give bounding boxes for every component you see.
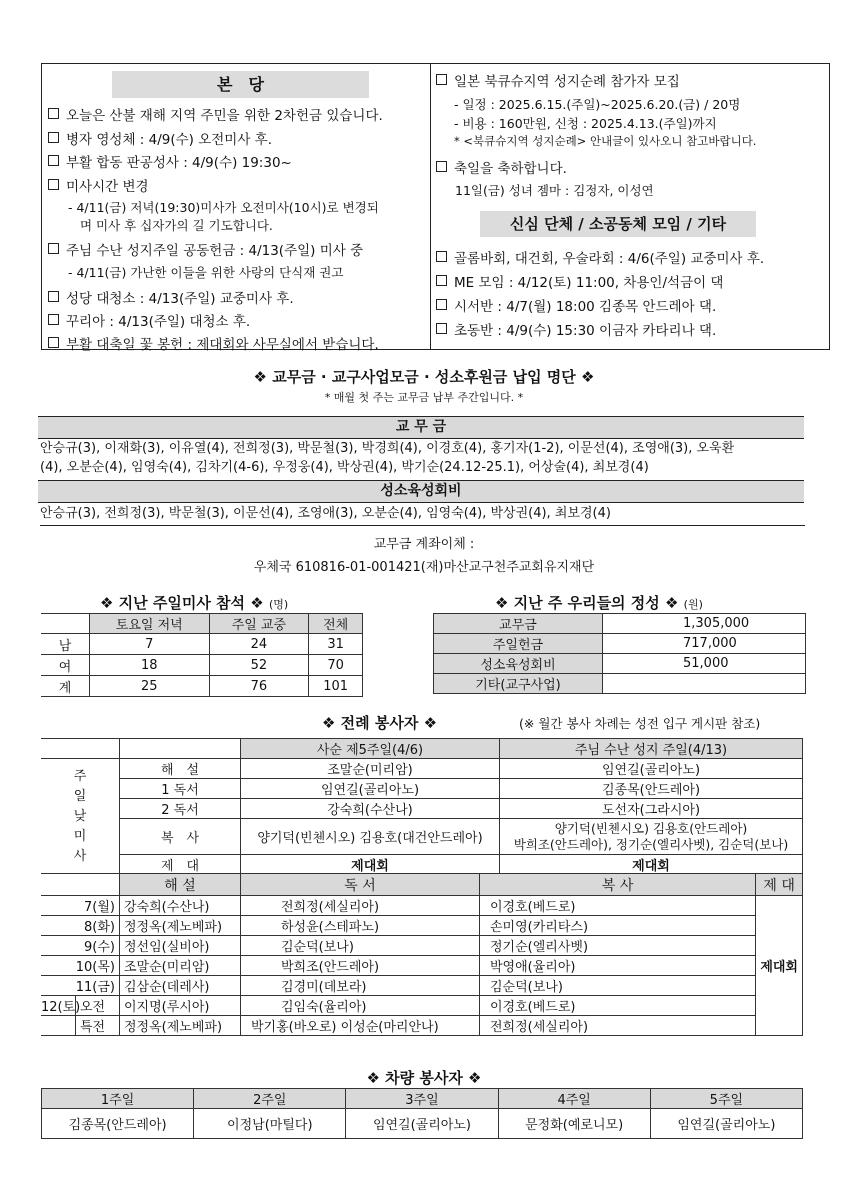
weekday-cell: 박영애(율리아) <box>480 956 756 976</box>
sunday-col-header: 주님 수난 성지 주일(4/13) <box>500 739 803 759</box>
sunday-cell: 김종목(안드레아) <box>500 779 803 799</box>
driver-week: 5주일 <box>650 1089 802 1109</box>
checkbox-icon <box>48 291 59 302</box>
weekday-col-header: 복 사 <box>480 874 756 896</box>
offering-label: 성소육성회비 <box>434 654 603 674</box>
attendance-header: 토요일 저녁 <box>90 614 210 634</box>
weekday-cell: 정정옥(제노베파) <box>120 916 241 936</box>
notice-curia: 꾸리아 : 4/13(주일) 대청소 후. <box>48 310 250 330</box>
weekday-cell: 하성윤(스테파노) <box>241 916 480 936</box>
drivers-heading: ❖ 차량 봉사자 ❖ <box>366 1069 482 1087</box>
sunday-cell: 임연길(골리아노) <box>241 779 500 799</box>
checkbox-icon <box>48 108 59 119</box>
notice-sick-communion: 병자 영성체 : 4/9(수) 오전미사 후. <box>48 128 272 148</box>
role-label: 제 대 <box>120 855 241 875</box>
weekday-cell: 정선임(실비아) <box>120 936 241 956</box>
weekday-day: 8(화) <box>41 916 120 936</box>
sunday-header-blank <box>120 739 241 759</box>
gyomu-title: 교 무 금 <box>38 416 804 439</box>
weekday-col-header: 해 설 <box>120 874 241 896</box>
weekday-cell: 정기순(엘리사벳) <box>480 936 756 956</box>
offering-value: 717,000 <box>603 634 806 654</box>
driver-name: 김종목(안드레아) <box>42 1109 194 1139</box>
checkbox-icon <box>436 299 447 310</box>
pilgrimage-cost: - 비용 : 160만원, 신청 : 2025.4.13.(주일)까지 <box>454 116 717 131</box>
attendance-cell: 7 <box>90 634 210 655</box>
weekday-cell: 박희조(안드레아) <box>241 956 480 976</box>
notice-confession: 부활 합동 판공성사 : 4/9(수) 19:30~ <box>48 151 292 171</box>
group-item-2: ME 모임 : 4/12(토) 11:00, 차용인/석금이 댁 <box>436 271 723 291</box>
payments-note: * 매월 첫 주는 교무금 납부 주간입니다. * <box>324 391 524 404</box>
offerings-heading: ❖ 지난 주 우리들의 정성 ❖ (원) <box>495 594 703 612</box>
weekday-day: 11(금) <box>41 976 120 996</box>
attendance-header: 전체 <box>309 614 363 634</box>
sunday-header-blank <box>41 739 120 759</box>
weekday-altar: 제대회 <box>756 896 803 1036</box>
checkbox-icon <box>48 132 59 143</box>
sunday-cell: 양기덕(빈첸시오) 김용호(안드레아) 박희조(안드레아), 정기순(엘리사벳), 김순덕(보나) <box>500 819 803 855</box>
notice-easter-flowers: 부활 대축일 꽃 봉헌 : 제대회와 사무실에서 받습니다. <box>48 333 379 353</box>
attendance-heading: ❖ 지난 주일미사 참석 ❖ (명) <box>100 594 289 612</box>
attendance-cell: 25 <box>90 676 210 697</box>
drivers-table <box>41 1088 803 1139</box>
sunday-cell: 제대회 <box>500 855 803 875</box>
sunday-cell: 도선자(그라시아) <box>500 799 803 819</box>
attendance-cell: 24 <box>209 634 309 655</box>
attendance-header: 주일 교중 <box>209 614 309 634</box>
weekday-cell: 조말순(미리암) <box>120 956 241 976</box>
offering-label: 교무금 <box>434 614 603 634</box>
weekday-cell: 김순덕(보나) <box>241 936 480 956</box>
weekday-cell: 이경호(베드로) <box>480 896 756 916</box>
attendance-cell: 70 <box>309 655 363 676</box>
sunday-cell: 양기덕(빈첸시오) 김용호(대건안드레아) <box>241 819 500 855</box>
notice-2nd-collection: 오늘은 산불 재해 지역 주민을 위한 2차헌금 있습니다. <box>48 104 383 124</box>
role-label: 2 독서 <box>120 799 241 819</box>
driver-week: 3주일 <box>346 1089 498 1109</box>
offering-value <box>603 674 806 694</box>
offerings-table <box>433 613 806 694</box>
attendance-cell: 76 <box>209 676 309 697</box>
weekday-col-header: 독 서 <box>241 874 480 896</box>
holy-sunday-detail: - 4/11(금) 가난한 이들을 위한 사랑의 단식재 권고 <box>68 265 344 280</box>
sunday-cell: 조말순(미리암) <box>241 759 500 779</box>
offering-value: 1,305,000 <box>603 614 806 634</box>
offering-label: 기타(교구사업) <box>434 674 603 694</box>
attendance-row-label: 남 <box>41 634 90 655</box>
driver-name: 문정화(예로니모) <box>498 1109 650 1139</box>
weekday-cell: 김임숙(율리아) <box>241 996 480 1016</box>
attendance-cell: 52 <box>209 655 309 676</box>
weekday-col-header: 제 대 <box>756 874 803 896</box>
weekday-header-blank <box>41 874 120 896</box>
vocation-title: 성소육성회비 <box>38 480 804 503</box>
role-label: 해 설 <box>120 759 241 779</box>
notice-cleaning: 성당 대청소 : 4/13(주일) 교중미사 후. <box>48 287 294 307</box>
pilgrimage-note: * <북큐슈지역 성지순례> 안내글이 있사오니 참고바랍니다. <box>454 134 757 148</box>
payments-heading: ❖ 교무금 · 교구사업모금 · 성소후원금 납입 명단 ❖ <box>253 368 595 386</box>
group-item-3: 시서반 : 4/7(월) 18:00 김종목 안드레아 댁. <box>436 295 716 315</box>
checkbox-icon <box>436 275 447 286</box>
weekday-day: 7(월) <box>41 896 120 916</box>
liturgy-note: (※ 월간 봉사 차례는 성전 입구 게시판 참조) <box>519 716 761 731</box>
notice-mass-change: 미사시간 변경 <box>48 175 149 195</box>
group-title: 신심 단체 / 소공동체 모임 / 기타 <box>480 211 756 237</box>
checkbox-icon <box>48 243 59 254</box>
vocation-divider <box>40 525 805 527</box>
sunday-liturgy-table <box>41 738 803 875</box>
role-label: 복 사 <box>120 819 241 855</box>
feast-detail: 11일(금) 성녀 젬마 : 김정자, 이성연 <box>455 183 654 198</box>
gyomu-names-line-2: (4), 오분순(4), 임영숙(4), 김차기(4-6), 우정웅(4), 박상권(4), 박기순(24.12-25.1), 어상술(4), 최보경(4) <box>40 460 649 475</box>
driver-week: 2주일 <box>194 1089 346 1109</box>
weekday-cell: 이지명(루시아) <box>120 996 241 1016</box>
attendance-cell: 101 <box>309 676 363 697</box>
notice-pilgrimage: 일본 북큐슈지역 성지순례 참가자 모집 <box>436 70 680 90</box>
attendance-row-label: 계 <box>41 676 90 697</box>
pilgrimage-date: - 일정 : 2025.6.15.(주일)~2025.6.20.(금) / 20명 <box>454 97 741 112</box>
driver-week: 4주일 <box>498 1089 650 1109</box>
weekday-day: 10(목) <box>41 956 120 976</box>
weekday-cell: 박기홍(바오로) 이성순(마리안나) <box>241 1016 480 1036</box>
weekday-cell: 김경미(데보라) <box>241 976 480 996</box>
attendance-row-label: 여 <box>41 655 90 676</box>
checkbox-icon <box>436 251 447 262</box>
attendance-cell: 18 <box>90 655 210 676</box>
group-item-4: 초동반 : 4/9(수) 15:30 이금자 카타리나 댁. <box>436 319 716 339</box>
vocation-names: 안승규(3), 전희정(3), 박문철(3), 이문선(4), 조영애(3), 오분순(4), 임영숙(4), 박상권(4), 최보경(4) <box>40 506 611 521</box>
notice-feast: 축일을 축하합니다. <box>436 157 567 177</box>
checkbox-icon <box>48 337 59 348</box>
liturgy-heading: ❖ 전례 봉사자 ❖ <box>322 714 438 732</box>
weekday-cell: 김삼순(데레사) <box>120 976 241 996</box>
offering-label: 주일헌금 <box>434 634 603 654</box>
mass-change-detail-1: - 4/11(금) 저녁(19:30)미사가 오전미사(10시)로 변경되 <box>68 200 379 215</box>
gyomu-names <box>40 439 805 477</box>
sunday-cell: 강숙희(수산나) <box>241 799 500 819</box>
weekday-cell: 손미영(카리타스) <box>480 916 756 936</box>
checkbox-icon <box>436 74 447 85</box>
mass-change-detail-2: 며 미사 후 십자가의 길 기도합니다. <box>80 218 273 233</box>
checkbox-icon <box>48 155 59 166</box>
attendance-header-blank <box>41 614 90 634</box>
checkbox-icon <box>436 161 447 172</box>
driver-name: 이정남(마틸다) <box>194 1109 346 1139</box>
weekday-cell: 정정옥(제노베파) <box>120 1016 241 1036</box>
checkbox-icon <box>436 323 447 334</box>
weekday-day: 특전 <box>41 1016 120 1036</box>
sunday-side-label: 주 일 낮 미 사 <box>41 759 120 875</box>
account-label: 교무금 계좌이체 : <box>373 537 475 552</box>
weekday-cell: 전희정(세실리아) <box>241 896 480 916</box>
account-number: 우체국 610816-01-001421(재)마산교구천주교회유지재단 <box>253 560 595 575</box>
weekday-cell: 이경호(베드로) <box>480 996 756 1016</box>
offering-value: 51,000 <box>603 654 806 674</box>
parish-title: 본 당 <box>112 71 369 98</box>
driver-name: 임연길(골리아노) <box>650 1109 802 1139</box>
weekday-cell: 전희정(세실리아) <box>480 1016 756 1036</box>
group-item-1: 골롬바회, 대건회, 우술라회 : 4/6(주일) 교중미사 후. <box>436 247 764 267</box>
weekday-day: 9(수) <box>41 936 120 956</box>
gyomu-names-line-1: 안승규(3), 이재화(3), 이유열(4), 전희정(3), 박문철(3), 박경희(4), 이경호(4), 홍기자(1-2), 이문선(4), 조영애(3), 오욱환 <box>40 441 735 456</box>
sunday-cell: 제대회 <box>241 855 500 875</box>
weekday-liturgy-table <box>41 873 803 1036</box>
notice-holy-sunday: 주님 수난 성지주일 공동헌금 : 4/13(주일) 미사 중 <box>48 239 363 259</box>
weekday-cell: 김순덕(보나) <box>480 976 756 996</box>
sunday-cell: 임연길(골리아노) <box>500 759 803 779</box>
driver-name: 임연길(골리아노) <box>346 1109 498 1139</box>
role-label: 1 독서 <box>120 779 241 799</box>
driver-week: 1주일 <box>42 1089 194 1109</box>
attendance-cell: 31 <box>309 634 363 655</box>
sunday-col-header: 사순 제5주일(4/6) <box>241 739 500 759</box>
weekday-day: 12(토)오전 <box>41 996 120 1016</box>
checkbox-icon <box>48 179 59 190</box>
attendance-table <box>41 613 363 697</box>
weekday-cell: 강숙희(수산나) <box>120 896 241 916</box>
column-divider <box>430 63 431 350</box>
checkbox-icon <box>48 314 59 325</box>
